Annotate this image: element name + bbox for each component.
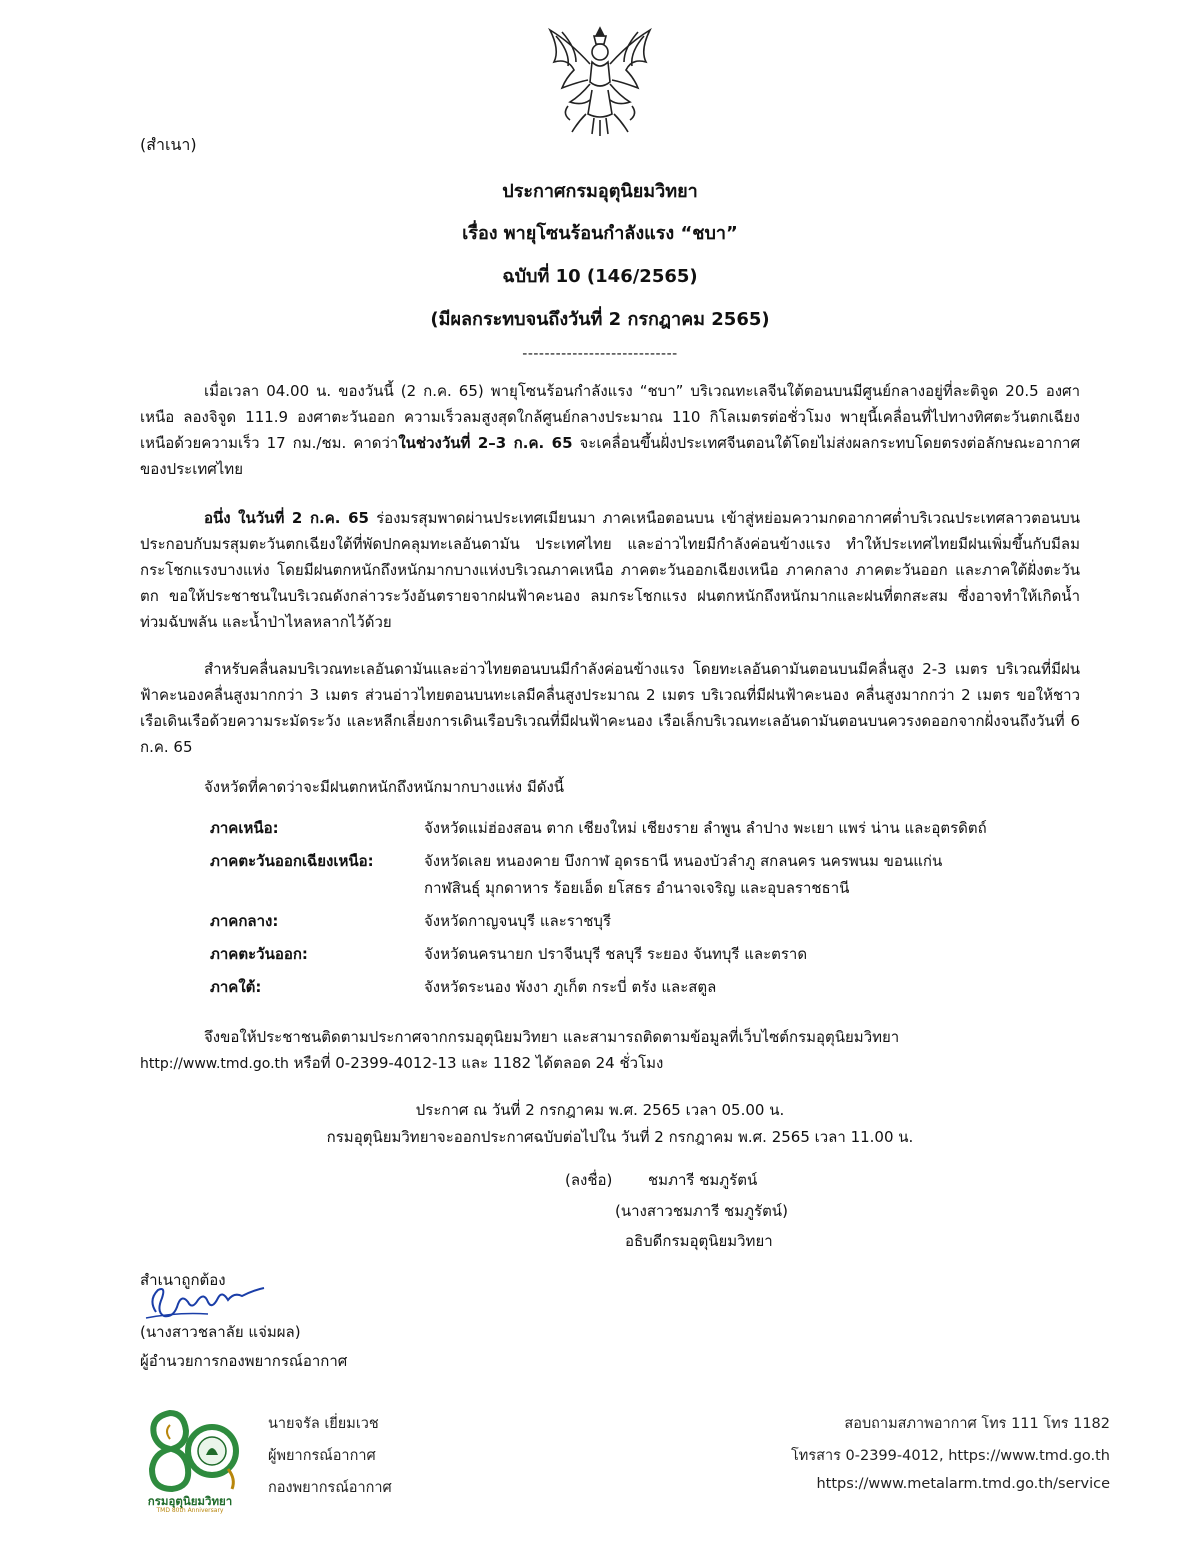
certifier-position: ผู้อำนวยการกองพยากรณ์อากาศ <box>140 1352 348 1370</box>
region-row <box>210 974 1090 1001</box>
region-name: ภาคตะวันออกเฉียงเหนือ: <box>210 852 374 870</box>
paragraph-bold-text: อนึ่ง ในวันที่ 2 ก.ค. 65 <box>204 509 369 527</box>
signer-position: อธิบดีกรมอุตุนิยมวิทยา <box>625 1232 773 1250</box>
announced-date: ประกาศ ณ วันที่ 2 กรกฎาคม พ.ศ. 2565 เวลา 05.00 น. <box>415 1101 785 1119</box>
separator-dashes: ---------------------------- <box>522 346 678 362</box>
region-name: ภาคเหนือ: <box>210 819 279 837</box>
region-provinces: จังหวัดระนอง พังงา ภูเก็ต กระบี่ ตรัง และสตูล <box>424 978 717 996</box>
region-provinces: จังหวัดแม่ฮ่องสอน ตาก เชียงใหม่ เชียงราย ลำพูน ลำปาง พะเยา แพร่ น่าน และอุตรดิตถ์ <box>424 819 987 837</box>
announcement-title: ประกาศกรมอุตุนิยมวิทยา <box>502 181 698 202</box>
copy-label: (สำเนา) <box>140 135 197 154</box>
contact-fax-website: โทรสาร 0-2399-4012, https://www.tmd.go.th <box>791 1448 1110 1464</box>
forecaster-name: นายจรัล เยี่ยมเวช <box>268 1416 379 1432</box>
paragraph-bold-text: ในช่วงวันที่ 2–3 ก.ค. 65 <box>398 434 573 452</box>
region-provinces: จังหวัดนครนายก ปราจีนบุรี ชลบุรี ระยอง จันทบุรี และตราด <box>424 945 808 963</box>
region-name: ภาคกลาง: <box>210 912 279 930</box>
paragraph-text: ร่องมรสุมพาดผ่านประเทศเมียนมา ภาคเหนือตอนบน เข้าสู่หย่อมความกดอากาศต่ำบริเวณประเทศลาวตอนบน ประกอบกับมรสุมตะวันตกเฉียงใต้ที่พัดปกคลุมทะเลอันดามัน ประเทศไทย และอ่าวไทยมีกำลังค่อนข้างแรง ทำให้ประเทศไทยมีฝนเพิ่มขึ้นกับมีลมกระโชกแรงบางแห่ง โดยมีฝนตกหนักถึงหนักมากบางแห่งบริเวณภาคเหนือ ภาคตะวันออกเฉียงเหนือ ภาคกลาง ภาคตะวันออก และภาคใต้ฝั่งตะวันตก ขอให้ประชาชนในบริเวณดังกล่าวระวังอันตรายจากฝนฟ้าคะนอง ลมกระโชกแรง ฝนตกหนักถึงหนักมากและฝนที่ตกสะสม ซึ่งอาจทำให้เกิดน้ำท่วมฉับพลัน และน้ำป่าไหลหลากไว้ด้วย <box>140 509 1080 631</box>
announcement-subject: เรื่อง พายุโซนร้อนกำลังแรง “ชบา” <box>462 223 738 244</box>
region-row <box>210 815 1090 842</box>
region-provinces: จังหวัดเลย หนองคาย บึงกาฬ อุดรธานี หนองบัวลำภู สกลนคร นครพนม ขอนแก่น <box>424 852 943 870</box>
paragraph-provinces-intro <box>140 774 1080 800</box>
closing-text: หรือที่ 0-2399-4012-13 และ 1182 ได้ตลอด 24 ชั่วโมง <box>288 1054 664 1072</box>
region-row <box>210 908 1090 935</box>
contact-phone: สอบถามสภาพอากาศ โทร 111 โทร 1182 <box>844 1416 1110 1432</box>
signed-name: ชมภารี ชมภูรัตน์ <box>648 1171 758 1189</box>
next-announcement: กรมอุตุนิยมวิทยาจะออกประกาศฉบับต่อไปใน วันที่ 2 กรกฎาคม พ.ศ. 2565 เวลา 11.00 น. <box>326 1128 914 1146</box>
forecaster-title: ผู้พยากรณ์อากาศ <box>268 1448 376 1464</box>
logo-text: กรมอุตุนิยมวิทยา <box>147 1494 233 1508</box>
paragraph-text: จะเคลื่อนขึ้นฝั่งประเทศจีนตอนใต้โดยไม่ส่งผลกระทบโดยตรงต่อลักษณะอากาศของประเทศไทย <box>140 434 1081 478</box>
paragraph-monsoon <box>140 505 1080 635</box>
paragraph-storm-position <box>140 378 1080 482</box>
closing-paragraph <box>140 1024 1080 1077</box>
paragraph-text: เมื่อเวลา 04.00 น. ของวันนี้ (2 ก.ค. 65) พายุโซนร้อนกำลังแรง “ชบา” บริเวณทะเลจีนใต้ตอนบนมีศูนย์กลางอยู่ที่ละติจูด 20.5 องศาเหนือ ลองจิจูด 111.9 องศาตะวันออก ความเร็วลมสูงสุดใกล้ศูนย์กลางประมาณ 110 กิโลเมตรต่อชั่วโมง พายุนี้เคลื่อนที่ไปทางทิศตะวันตกเฉียงเหนือด้วยความเร็ว 17 กม./ชม. คาดว่า <box>140 382 1080 452</box>
certifier-name: (นางสาวชลาลัย แจ่มผล) <box>140 1323 301 1341</box>
metalarm-link[interactable]: https://www.metalarm.tmd.go.th/service <box>816 1476 1110 1492</box>
paragraph-text: จังหวัดที่คาดว่าจะมีฝนตกหนักถึงหนักมากบางแห่ง มีดังนี้ <box>204 778 565 796</box>
tmd-website-link[interactable]: http://www.tmd.go.th <box>140 1056 289 1072</box>
paragraph-waves <box>140 656 1080 760</box>
region-name: ภาคใต้: <box>210 978 262 996</box>
paragraph-text: สำหรับคลื่นลมบริเวณทะเลอันดามันและอ่าวไทยตอนบนมีกำลังค่อนข้างแรง โดยทะเลอันดามันตอนบนมีคลื่นสูง 2-3 เมตร บริเวณที่มีฝนฟ้าคะนองคลื่นสูงมากกว่า 3 เมตร ส่วนอ่าวไทยตอนบนทะเลมีคลื่นสูงประมาณ 2 เมตร บริเวณที่มีฝนฟ้าคะนอง คลื่นสูงมากกว่า 2 เมตร ขอให้ชาวเรือเดินเรือด้วยความระมัดระวัง และหลีกเลี่ยงการเดินเรือบริเวณที่มีฝนฟ้าคะนอง เรือเล็กบริเวณทะเลอันดามันตอนบนควรงดออกจากฝั่งจนถึงวันที่ 6 ก.ค. 65 <box>140 660 1080 756</box>
forecaster-division: กองพยากรณ์อากาศ <box>268 1480 392 1496</box>
region-row <box>210 941 1090 968</box>
garuda-emblem-icon <box>540 22 660 140</box>
region-row <box>210 848 1090 902</box>
handwritten-signature-icon <box>138 1282 268 1322</box>
region-provinces: จังหวัดกาญจนบุรี และราชบุรี <box>424 912 611 930</box>
tmd-80th-anniversary-logo <box>140 1405 240 1495</box>
announcement-effective-date: (มีผลกระทบจนถึงวันที่ 2 กรกฎาคม 2565) <box>430 309 770 330</box>
signer-full-name: (นางสาวชมภารี ชมภูรัตน์) <box>615 1202 788 1220</box>
region-provinces: กาฬสินธุ์ มุกดาหาร ร้อยเอ็ด ยโสธร อำนาจเจริญ และอุบลราชธานี <box>424 879 850 897</box>
certified-label: สำเนาถูกต้อง <box>140 1271 226 1289</box>
logo-subtext: TMD 80th Anniversary <box>156 1507 224 1514</box>
signed-label: (ลงชื่อ) <box>565 1171 613 1189</box>
region-name: ภาคตะวันออก: <box>210 945 308 963</box>
closing-text: จึงขอให้ประชาชนติดตามประกาศจากกรมอุตุนิยมวิทยา และสามารถติดตามข้อมูลที่เว็บไซต์กรมอุตุนิยมวิทยา <box>204 1028 900 1046</box>
announcement-issue: ฉบับที่ 10 (146/2565) <box>502 266 698 287</box>
